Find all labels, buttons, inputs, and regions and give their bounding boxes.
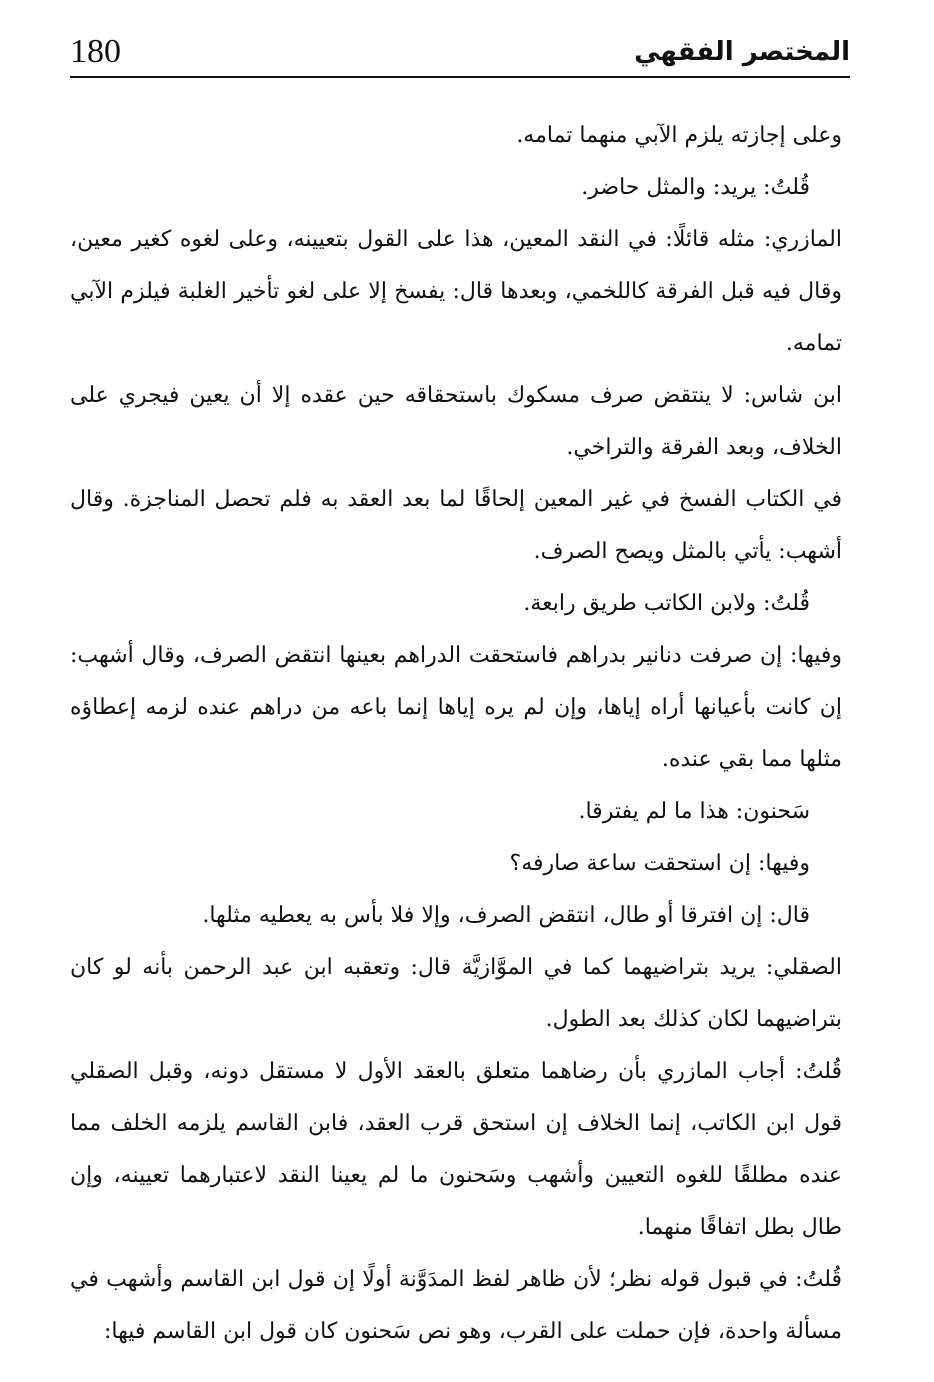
paragraph: سَحنون: هذا ما لم يفترقا.: [578, 799, 810, 824]
paragraph: ابن شاس: لا ينتقض صرف مسكوك باستحقاقه حين عقده إلا أن يعين فيجري على الخلاف، وبعد الفرقة والتراخي.: [70, 383, 842, 460]
paragraph: الصقلي: يريد بتراضيهما كما في الموَّازيَّة قال: وتعقبه ابن عبد الرحمن بأنه لو كان بتراضيهما لكان كذلك بعد الطول.: [70, 955, 842, 1032]
running-title: المختصر الفقهي: [634, 37, 850, 67]
paragraph: قُلتُ: أجاب المازري بأن رضاهما متعلق بالعقد الأول لا مستقل دونه، وقبل الصقلي قول ابن الكاتب، إنما الخلاف إن استحق قرب العقد، فابن القاسم يلزمه الخلف مما عنده مطلقًا للغوه التعيين وأشهب وسَحنون ما لم يعينا النقد لاعتبارهما تعيينه، وإن طال بطل اتفاقًا منهما.: [70, 1059, 842, 1240]
paragraph: المازري: مثله قائلًا: في النقد المعين، هذا على القول بتعيينه، وعلى لغوه كغير معين، وقال فيه قبل الفرقة كاللخمي، وبعدها قال: يفسخ إلا على لغو تأخير الغلبة فيلزم الآبي تمامه.: [70, 227, 842, 356]
header-divider: [70, 76, 850, 78]
body-text: [70, 110, 842, 1358]
paragraph: قُلتُ: في قبول قوله نظر؛ لأن ظاهر لفظ المدَوَّنة أولًا إن قول ابن القاسم وأشهب في مسألة واحدة، فإن حملت على القرب، وهو نص سَحنون كان قول ابن القاسم فيها:: [70, 1267, 842, 1344]
paragraph: قُلتُ: ولابن الكاتب طريق رابعة.: [523, 591, 810, 616]
paragraph: وفيها: إن صرفت دنانير بدراهم فاستحقت الدراهم بعينها انتقض الصرف، وقال أشهب: إن كانت بأعيانها أراه إياها، وإن لم يره إياها إنما باعه من دراهم عنده لزمه إعطاؤه مثلها مما بقي عنده.: [70, 643, 842, 772]
paragraph: وفيها: إن استحقت ساعة صارفه؟: [509, 851, 810, 876]
paragraph: في الكتاب الفسخ في غير المعين إلحاقًا لما بعد العقد به فلم تحصل المناجزة. وقال أشهب: يأتي بالمثل ويصح الصرف.: [70, 487, 842, 564]
paragraph: وعلى إجازته يلزم الآبي منهما تمامه.: [516, 123, 842, 148]
page-header: [70, 30, 850, 74]
paragraph: قال: إن افترقا أو طال، انتقض الصرف، وإلا فلا بأس به يعطيه مثلها.: [202, 903, 810, 928]
paragraph: قُلتُ: يريد: والمثل حاضر.: [581, 175, 810, 200]
page-number: 180: [70, 33, 121, 70]
